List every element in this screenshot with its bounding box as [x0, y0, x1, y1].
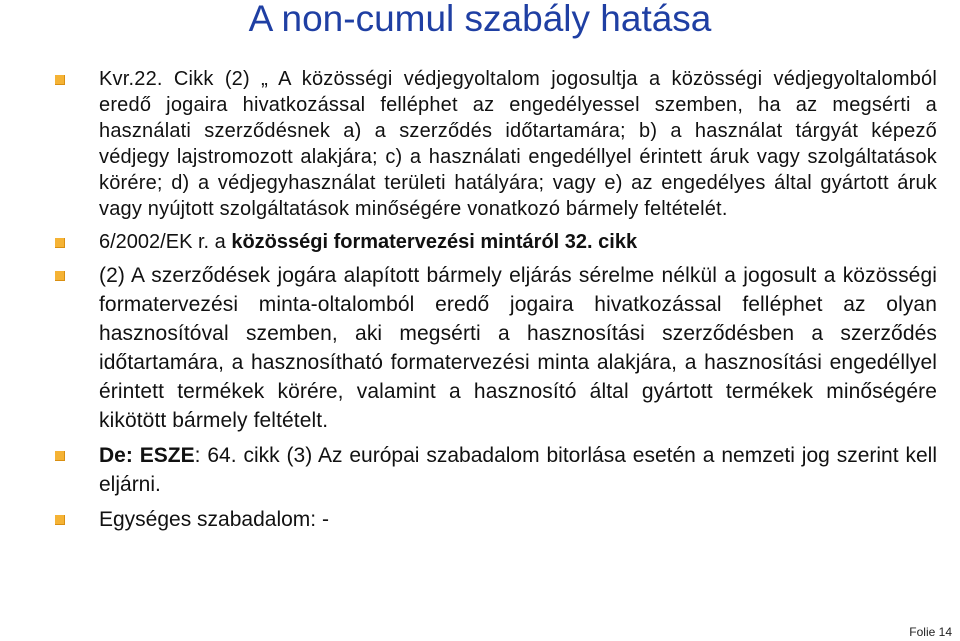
bullet-text: Egységes szabadalom: -: [99, 508, 329, 531]
bullet-bold-text: közösségi formatervezési mintáról 32. cikk: [231, 231, 638, 253]
bullet-item: [55, 66, 937, 222]
bullet-item: [55, 505, 937, 534]
bullet-text: 6/2002/EK r. a: [99, 231, 232, 253]
bullet-text: (2) A szerződések jogára alapított bármely eljárás sérelme nélkül a jogosult a közösségi formatervezési minta-oltalomból eredő jogaira hivatkozással felléphet az olyan hasznosítóval szemben, aki megsérti a hasznosítási szerződésben a szerződés időtartamára, a hasznosítható formatervezési minta alakjára, a hasznosítási engedéllyel érintett termékek körére, valamint a hasznosító által gyártott termékek minőségére kikötött bármely feltételt.: [99, 264, 937, 432]
bullet-text: Kvr.22. Cikk (2) „ A közösségi védjegyoltalom jogosultja a közösségi védjegyoltalomból eredő jogaira hivatkozással felléphet az engedélyessel szemben, ha az megsérti a használati szerződésnek a) a szerződés időtartamára; b) a használat tárgyát képező védjegy lajstromozott alakjára; c) a használati engedéllyel érintett áruk vagy szolgáltatások körére; d) a védjegyhasználat területi hatályára; vagy e) az engedélyes által gyártott áruk vagy nyújtott szolgáltatások minőségére vonatkozó bármely feltételét.: [99, 68, 937, 220]
bullet-item: [55, 229, 937, 255]
slide-number: Folie 14: [909, 625, 952, 639]
bullet-item: [55, 261, 937, 435]
square-bullet-icon: [55, 271, 65, 281]
square-bullet-icon: [55, 75, 65, 85]
bullet-text: : 64. cikk (3) Az európai szabadalom bitorlása esetén a nemzeti jog szerint kell eljárni.: [99, 444, 937, 496]
bullet-item: [55, 441, 937, 499]
bullet-bold-text: De: ESZE: [99, 444, 195, 467]
square-bullet-icon: [55, 515, 65, 525]
bullet-list: [55, 66, 937, 534]
square-bullet-icon: [55, 451, 65, 461]
slide-title: A non-cumul szabály hatása: [248, 0, 712, 39]
square-bullet-icon: [55, 238, 65, 248]
